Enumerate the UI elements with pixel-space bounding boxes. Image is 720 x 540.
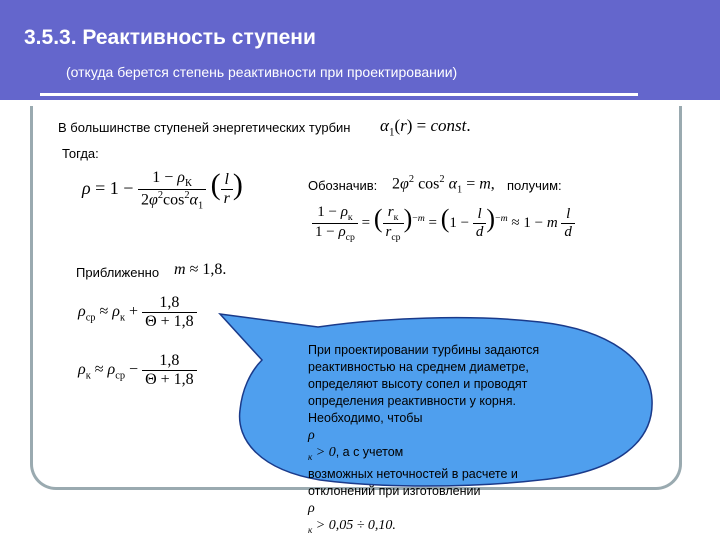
callout-line: отклонений при изготовлении (308, 483, 481, 498)
approx-label: Приближенно (76, 265, 160, 280)
rho-k-formula: $\rho_к \approx \rho_{ср}$ − $\frac{1,8}{\Theta + 1,8}$ (78, 352, 197, 389)
callout-line: определения реактивности у корня. (308, 394, 517, 408)
condition-rho-range: ρ $_к$ > 0,05 ÷ 0,10. (308, 500, 396, 535)
get-label: получим: (507, 178, 562, 193)
intro-text: В большинстве ступеней энергетических турбин (58, 120, 351, 135)
callout-line: реактивностью на среднем диаметре, (308, 360, 529, 374)
callout-line: , а с учетом (335, 445, 404, 459)
callout-line: определяют высоту сопел и проводят (308, 377, 528, 391)
then-label: Тогда: (62, 146, 99, 161)
callout-line: возможных неточностей в расчете и (308, 466, 518, 481)
rho-formula: ρ = 1 − $\frac{1 - \rho_К}{2\varphi^2\cos^2\alpha_1}$ ( $\frac{l}{r}$ ) (82, 168, 243, 212)
callout-line: При проектировании турбины задаются (308, 343, 540, 357)
callout-text (308, 342, 539, 539)
callout-line-condition (308, 410, 539, 466)
denote-label: Обозначив: (308, 178, 378, 193)
approx-formula: m ≈ 1,8. (174, 261, 227, 278)
denote-formula: $2\varphi^2$ $\cos^2 \alpha_1 = m$, (392, 174, 495, 196)
callout-line-condition2 (308, 483, 539, 539)
ratio-formula: $\frac{1 - \rho_к}{1 - \rho_{ср}}$ = ( $\frac{r_к}{r_{ср}}$ )$^{-m}$ = (1 − $\frac{l}{d}$ )$^{-m}$ ≈ 1 − m $\frac{l}{d}$ (312, 204, 575, 243)
rho-sr-formula: $\rho_{ср} \approx \rho_к$ + $\frac{1,8}{\Theta + 1,8}$ (78, 294, 197, 331)
condition-rho-positive: ρ $_к$ > 0 (308, 428, 336, 462)
slide-title: 3.5.3. Реактивность ступени (24, 26, 316, 49)
intro-formula: $\alpha_1(r)$ = const. (380, 116, 471, 139)
callout-line: Необходимо, чтобы (308, 411, 423, 425)
slide-subtitle: (откуда берется степень реактивности при проектировании) (66, 64, 458, 80)
